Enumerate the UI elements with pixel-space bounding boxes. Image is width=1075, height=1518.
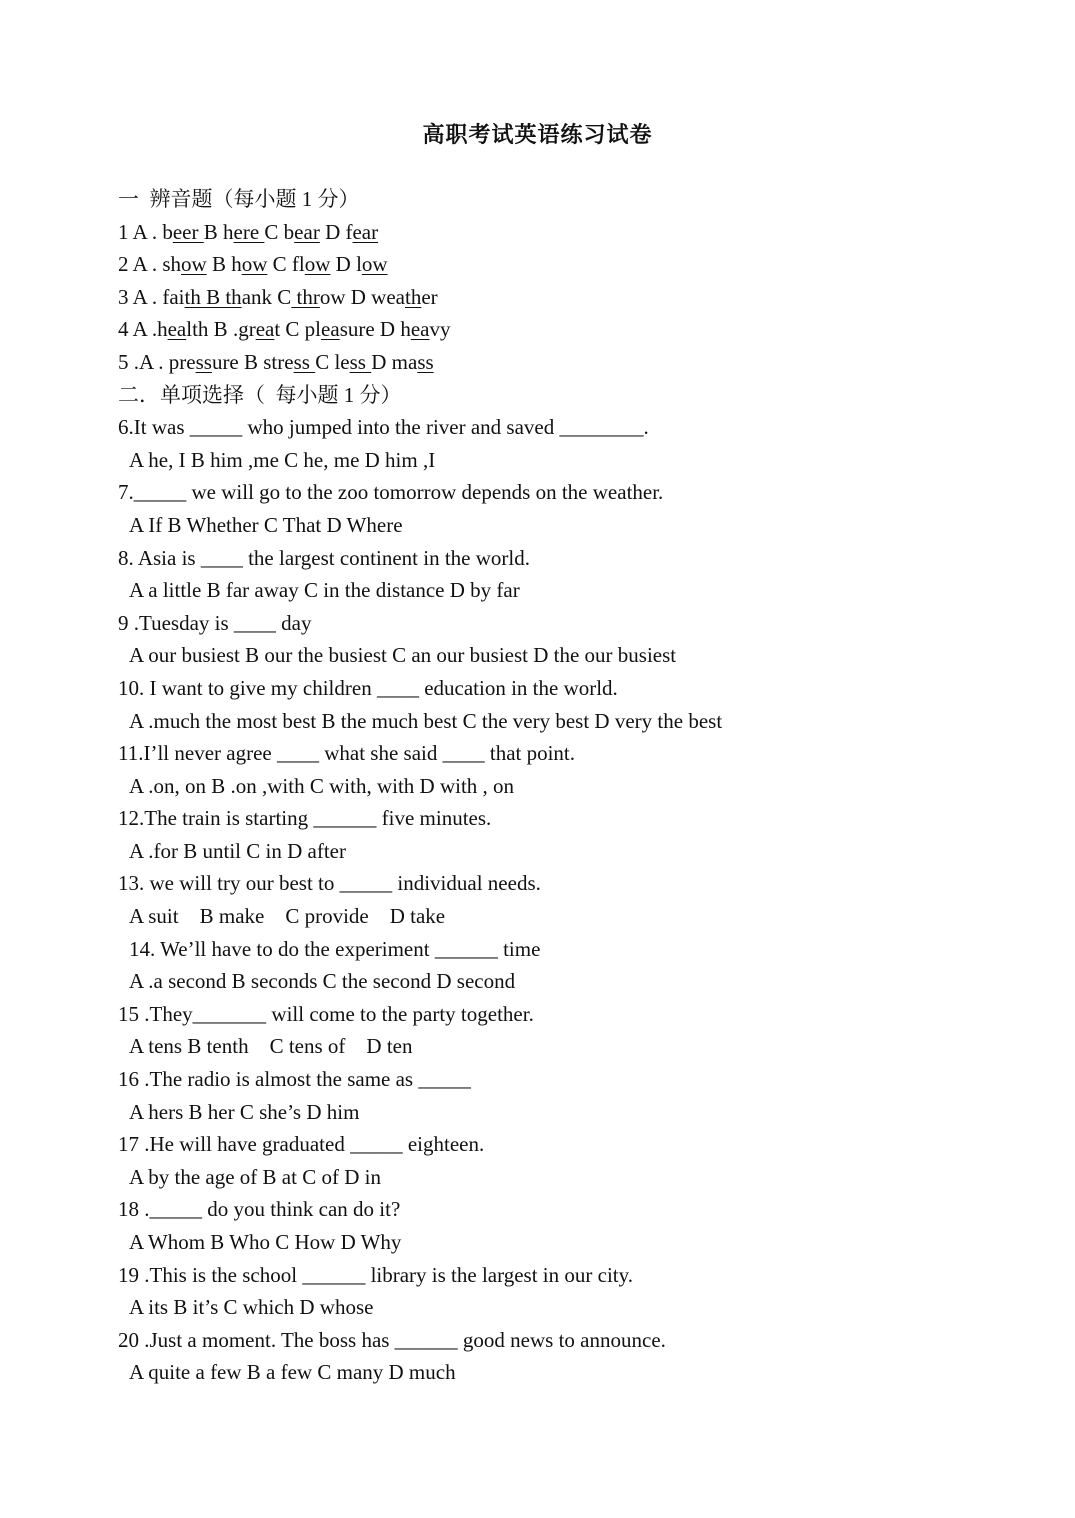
- question-stem: 19 .This is the school ______ library is the largest in our city.: [118, 1262, 634, 1287]
- underlined-letters: ss: [417, 349, 434, 374]
- text: ank C: [241, 284, 292, 309]
- answer-options: A tens B tenth C tens of D ten: [129, 1034, 413, 1059]
- text: D l: [330, 252, 362, 277]
- underlined-letters: ear: [352, 219, 379, 244]
- text: B h: [203, 219, 234, 244]
- text: D f: [319, 219, 353, 244]
- phonetics-question: [118, 216, 1018, 249]
- underlined-letters: ere: [233, 219, 265, 244]
- underlined-letters: ow: [241, 252, 268, 277]
- question-stem: 10. I want to give my children ____ education in the world.: [118, 675, 618, 700]
- question-stem: 8. Asia is ____ the largest continent in the world.: [118, 545, 530, 570]
- question-stem: 9 .Tuesday is ____ day: [118, 610, 312, 635]
- question-stem: 7._____ we will go to the zoo tomorrow depends on the weather.: [118, 480, 664, 505]
- text: vy: [429, 317, 451, 342]
- question-stem: 17 .He will have graduated _____ eighteen.: [118, 1132, 485, 1157]
- answer-options: A .a second B seconds C the second D second: [129, 969, 516, 994]
- section-heading: 一 辨音题（每小题 1 分）: [118, 187, 360, 211]
- phonetics-question: [118, 248, 1018, 281]
- text: 1 A . b: [118, 219, 173, 244]
- underlined-letters: eer: [172, 219, 204, 244]
- answer-options: A .on, on B .on ,with C with, with D with , on: [129, 773, 515, 798]
- underlined-letters: thr: [291, 284, 320, 309]
- text: er: [421, 284, 438, 309]
- underlined-letters: ss: [349, 349, 372, 374]
- text: t C pl: [274, 317, 322, 342]
- underlined-letters: th B th: [184, 284, 242, 309]
- question-stem: 11.I’ll never agree ____ what she said ____ that point.: [118, 741, 576, 766]
- question-stem: 16 .The radio is almost the same as _____: [118, 1067, 471, 1092]
- text: 5 .A . pre: [118, 349, 196, 374]
- answer-options: A Whom B Who C How D Why: [129, 1230, 402, 1254]
- underlined-letters: ea: [410, 317, 430, 342]
- answer-options: A hers B her C she’s D him: [129, 1099, 360, 1124]
- underlined-letters: ow: [181, 252, 207, 277]
- answer-options: A a little B far away C in the distance D by far: [129, 578, 520, 603]
- text: C le: [315, 349, 350, 374]
- underlined-letters: ea: [321, 317, 340, 342]
- exam-body: [118, 183, 1018, 1389]
- text: B h: [206, 252, 242, 277]
- phonetics-question: [118, 346, 1018, 379]
- question-stem: 6.It was _____ who jumped into the river and saved ________.: [118, 415, 649, 440]
- answer-options: A our busiest B our the busiest C an our busiest D the our busiest: [129, 643, 677, 668]
- underlined-letters: th: [404, 284, 422, 309]
- section-heading: 二．单项选择（ 每小题 1 分）: [118, 382, 402, 407]
- text: sure D h: [339, 317, 411, 342]
- text: 4 A .h: [118, 317, 168, 342]
- question-stem: 14. We’ll have to do the experiment ______ time: [129, 936, 541, 961]
- page-title: 高职考试英语练习试卷: [422, 122, 653, 147]
- question-stem: 12.The train is starting ______ five minutes.: [118, 806, 492, 831]
- text: 2 A . sh: [118, 252, 182, 277]
- phonetics-question: [118, 281, 1018, 314]
- question-stem: 20 .Just a moment. The boss has ______ good news to announce.: [118, 1327, 666, 1352]
- question-stem: 15 .They_______ will come to the party together.: [118, 1001, 534, 1026]
- answer-options: A If B Whether C That D Where: [129, 512, 403, 537]
- answer-options: A .much the most best B the much best C the very best D very the best: [129, 708, 723, 733]
- text: ow D wea: [319, 284, 405, 309]
- answer-options: A suit B make C provide D take: [129, 904, 446, 929]
- answer-options: A .for B until C in D after: [129, 838, 346, 863]
- text: 3 A . fai: [118, 284, 185, 309]
- underlined-letters: ow: [304, 252, 331, 277]
- underlined-letters: ss: [293, 349, 316, 374]
- underlined-letters: ea: [255, 317, 275, 342]
- phonetics-question: [118, 313, 1018, 346]
- underlined-letters: ear: [294, 219, 320, 244]
- underlined-letters: ow: [361, 252, 388, 277]
- answer-options: A by the age of B at C of D in: [129, 1164, 381, 1189]
- answer-options: A he, I B him ,me C he, me D him ,I: [129, 447, 436, 472]
- answer-options: A quite a few B a few C many D much: [129, 1360, 456, 1385]
- text: C b: [264, 219, 295, 244]
- text: C fl: [267, 252, 305, 277]
- underlined-letters: ss: [195, 349, 212, 374]
- text: D ma: [371, 349, 418, 374]
- question-stem: 18 ._____ do you think can do it?: [118, 1197, 401, 1222]
- question-stem: 13. we will try our best to _____ individual needs.: [118, 871, 541, 896]
- text: lth B .gr: [186, 317, 256, 342]
- underlined-letters: ea: [167, 317, 187, 342]
- text: ure B stre: [211, 349, 294, 374]
- answer-options: A its B it’s C which D whose: [129, 1295, 374, 1320]
